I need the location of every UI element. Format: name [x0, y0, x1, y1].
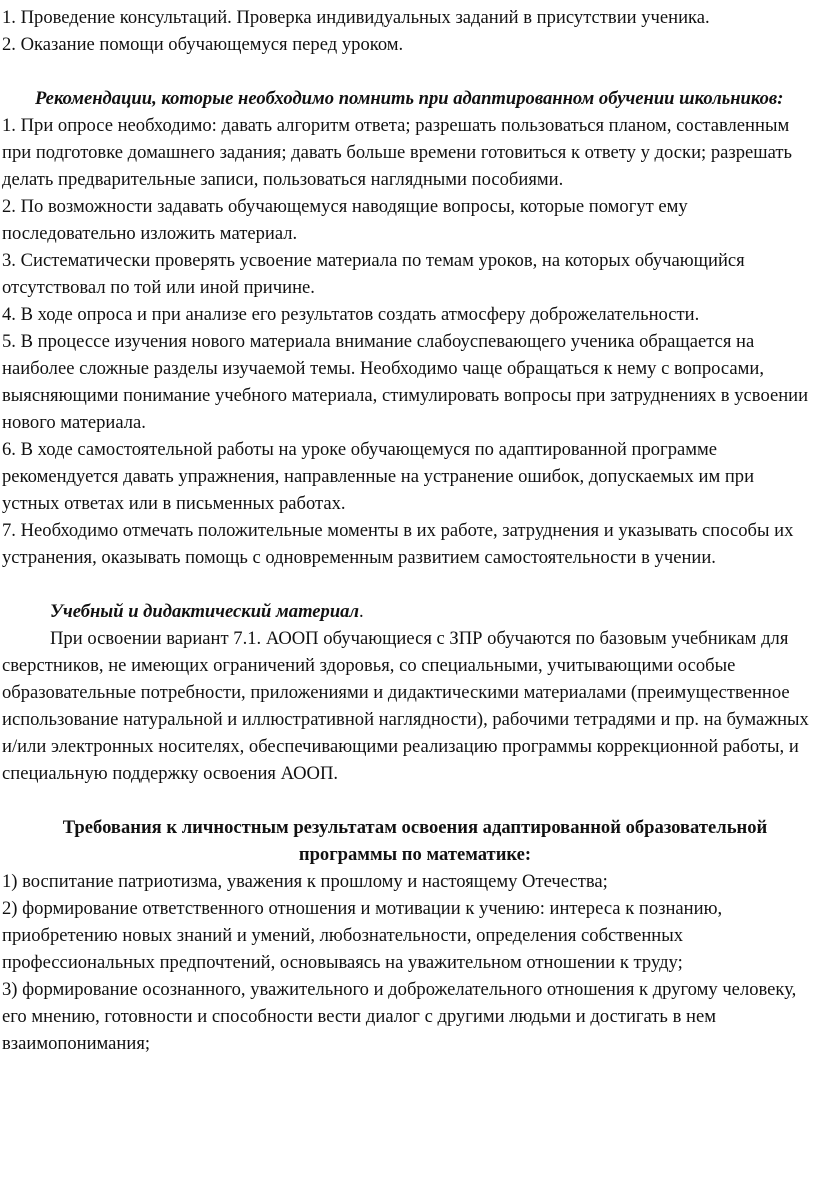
recommendation-item-4: 4. В ходе опроса и при анализе его результатов создать атмосферу доброжелательности.: [2, 304, 700, 325]
materials-heading: [2, 598, 810, 625]
recommendation-item-2: 2. По возможности задавать обучающемуся наводящие вопросы, которые помогут ему последовательно изложить материал.: [2, 196, 688, 244]
recommendations-heading: Рекомендации, которые необходимо помнить при адаптированном обучении школьников:: [35, 88, 784, 109]
materials-heading-text: Учебный и дидактический материал: [50, 601, 360, 622]
materials-heading-dot: .: [359, 601, 364, 622]
recommendation-item-3: 3. Систематически проверять усвоение материала по темам уроков, на которых обучающийся отсутствовал по той или иной причине.: [2, 250, 745, 298]
recommendation-item-6: 6. В ходе самостоятельной работы на уроке обучающемуся по адаптированной программе рекомендуется давать упражнения, направленные на устранение ошибок, допускаемых им при устных ответах или в письменных работах.: [2, 439, 755, 514]
recommendation-item-7: 7. Необходимо отмечать положительные моменты в их работе, затруднения и указывать способы их устранения, оказывать помощь с одновременным развитием самостоятельности в учении.: [2, 520, 794, 568]
requirements-heading: Требования к личностным результатам освоения адаптированной образовательной программы по математике:: [62, 817, 768, 865]
materials-paragraph: При освоении вариант 7.1. АООП обучающиеся с ЗПР обучаются по базовым учебникам для сверстников, не имеющих ограничений здоровья, со специальными, учитывающими особые образовательные потребности, приложениями и дидактическими материалами (преимущественное использование натуральной и иллюстративной наглядности), рабочими тетрадями и пр. на бумажных и/или электронных носителях, обеспечивающими реализацию программы коррекционной работы, и специальную поддержку освоения АООП.: [2, 628, 809, 784]
requirement-item-2: 2) формирование ответственного отношения и мотивации к учению: интереса к познанию, приобретению новых знаний и умений, любознательности, определения собственных профессиональных предпочтений, основываясь на уважительном отношении к труду;: [2, 898, 723, 973]
top-item-2: 2. Оказание помощи обучающемуся перед уроком.: [2, 34, 404, 55]
blank-line: [2, 571, 810, 598]
recommendation-item-5: 5. В процессе изучения нового материала внимание слабоуспевающего ученика обращается на наиболее сложные разделы изучаемой темы. Необходимо чаще обращаться к нему с вопросами, выясняющими понимание учебного материала, стимулировать вопросы при затруднениях в усвоении нового материала.: [2, 331, 809, 433]
blank-line: [2, 58, 810, 85]
recommendation-item-1: 1. При опросе необходимо: давать алгоритм ответа; разрешать пользоваться планом, составленным при подготовке домашнего задания; давать больше времени готовиться к ответу у доски; разрешать делать предварительные записи, пользоваться наглядными пособиями.: [2, 115, 792, 190]
requirement-item-3: 3) формирование осознанного, уважительного и доброжелательного отношения к другому человеку, его мнению, готовности и способности вести диалог с другими людьми и достигать в нем взаимопонимания;: [2, 979, 797, 1054]
top-item-1: 1. Проведение консультаций. Проверка индивидуальных заданий в присутствии ученика.: [2, 7, 710, 28]
requirement-item-1: 1) воспитание патриотизма, уважения к прошлому и настоящему Отечества;: [2, 871, 608, 892]
blank-line: [2, 787, 810, 814]
